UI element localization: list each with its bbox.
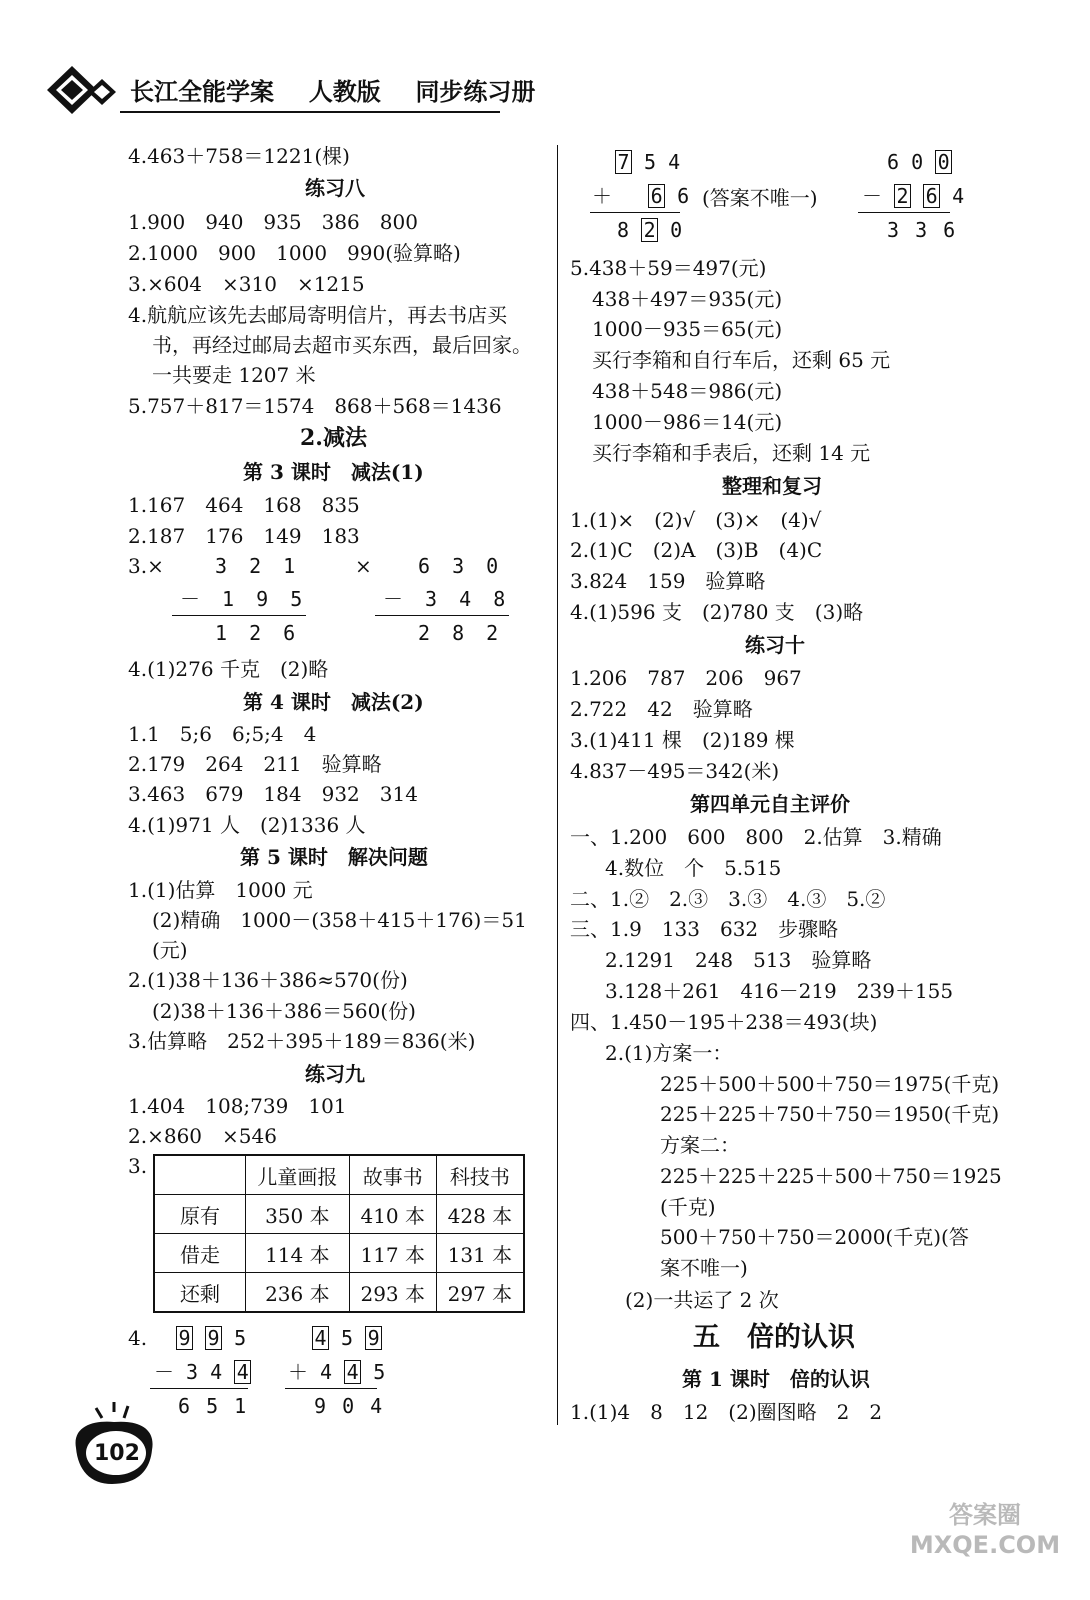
answer-line: 4.航航应该先去邮局寄明信片，再去书店买 xyxy=(128,303,508,327)
answer-line: 2.722 42 验算略 xyxy=(570,697,753,721)
answer-line: 3.463 679 184 932 314 xyxy=(128,782,418,806)
answer-line: (2)一共运了 2 次 xyxy=(625,1288,779,1312)
answer-line: 1.(1)4 8 12 (2)圈图略 2 2 xyxy=(570,1400,883,1424)
answer-line: 4.837－495＝342(米) xyxy=(570,759,780,783)
section-heading: 第四单元自主评价 xyxy=(690,792,850,816)
answer-line: 2.(1)38＋136＋386≈570(份) xyxy=(128,968,408,992)
answer-line: 一共要走 1207 米 xyxy=(152,363,316,387)
answer-line: 方案二： xyxy=(660,1133,740,1157)
watermark: 答案圈 MXQE.COM xyxy=(909,1501,1061,1559)
book-edition: 人教版 xyxy=(308,78,381,106)
answer-line: 438＋497＝935(元) xyxy=(592,287,783,311)
answer-line: 4.(1)276 千克 (2)略 xyxy=(128,657,329,681)
unit-heading: 五 倍的认识 xyxy=(693,1322,855,1353)
section-heading: 2.减法 xyxy=(300,425,367,451)
answer-line: (2)38＋136＋386＝560(份) xyxy=(152,999,416,1023)
answer-line: 3.估算略 252＋395＋189＝836(米) xyxy=(128,1029,476,1053)
answer-line: (元) xyxy=(152,938,188,962)
answer-line: 1.(1)× (2)√ (3)× (4)√ xyxy=(570,508,822,532)
answer-line: 3.824 159 验算略 xyxy=(570,569,766,593)
answer-line: 一、1.200 600 800 2.估算 3.精确 xyxy=(570,825,942,849)
lesson-heading: 第 3 课时 减法(1) xyxy=(243,460,424,484)
answer-line: 225＋225＋750＋750＝1950(千克) xyxy=(660,1102,1000,1126)
book-series: 同步练习册 xyxy=(415,78,536,106)
diamond-logo-icon xyxy=(42,62,120,118)
answer-line: 三、1.9 133 632 步骤略 xyxy=(570,917,839,941)
answer-line: 2.(1)C (2)A (3)B (4)C xyxy=(570,538,823,562)
lesson-heading: 第 1 课时 倍的认识 xyxy=(682,1367,870,1391)
answer-line: 225＋225＋225＋500＋750＝1925 xyxy=(660,1164,1002,1188)
answer-line: 500＋750＋750＝2000(千克)(答 xyxy=(660,1225,969,1249)
answer-line: 3.×604 ×310 ×1215 xyxy=(128,272,365,296)
answer-line: 2.1291 248 513 验算略 xyxy=(605,948,872,972)
lesson-heading: 第 5 课时 解决问题 xyxy=(240,845,428,869)
answer-line: 案不唯一) xyxy=(660,1256,748,1280)
book-title: 长江全能学案 xyxy=(130,78,274,106)
answer-line: 1000－986＝14(元) xyxy=(592,410,783,434)
answer-line: 225＋500＋500＋750＝1975(千克) xyxy=(660,1072,1000,1096)
header-rule xyxy=(120,111,500,113)
table-row: 儿童画报 故事书 科技书 xyxy=(154,1155,524,1195)
table-row: 借走 114 本 117 本 131 本 xyxy=(154,1234,524,1273)
answer-line: 书，再经过邮局去超市买东西，最后回家。 xyxy=(152,333,532,357)
section-heading: 练习十 xyxy=(745,633,805,657)
answer-line: 1.1 5;6 6;5;4 4 xyxy=(128,722,317,746)
answer-line: 1.(1)估算 1000 元 xyxy=(128,878,313,902)
answer-line: 四、1.450－195＋238＝493(块) xyxy=(570,1010,878,1034)
answer-line: 2.(1)方案一： xyxy=(605,1041,733,1065)
answer-line: 438＋548＝986(元) xyxy=(592,379,783,403)
answer-line: (千克) xyxy=(660,1195,716,1219)
section-heading: 练习九 xyxy=(305,1062,365,1086)
answer-line: 2.179 264 211 验算略 xyxy=(128,752,382,776)
answer-line: 2.1000 900 1000 990(验算略) xyxy=(128,241,461,265)
column-divider xyxy=(557,145,558,1425)
answer-line: 1.404 108;739 101 xyxy=(128,1094,347,1118)
answer-line: 5.438＋59＝497(元) xyxy=(570,256,767,280)
lesson-heading: 第 4 课时 减法(2) xyxy=(243,690,424,714)
section-heading: 整理和复习 xyxy=(722,474,822,498)
answer-line: 4.数位 个 5.515 xyxy=(605,856,782,880)
answer-line: 4.(1)971 人 (2)1336 人 xyxy=(128,813,366,837)
answer-line: 2.×860 ×546 xyxy=(128,1124,277,1148)
answer-line: 4.463＋758＝1221(棵) xyxy=(128,144,350,168)
answer-line: 4.(1)596 支 (2)780 支 (3)略 xyxy=(570,600,864,624)
table-row: 原有 350 本 410 本 428 本 xyxy=(154,1195,524,1234)
answer-line: 买行李箱和手表后，还剩 14 元 xyxy=(592,441,871,465)
answer-line: 1.206 787 206 967 xyxy=(570,666,802,690)
table-label: 3. xyxy=(128,1154,148,1178)
table-row: 还剩 236 本 293 本 297 本 xyxy=(154,1273,524,1313)
answer-line: 5.757＋817＝1574 868＋568＝1436 xyxy=(128,394,502,418)
answer-line: 3.128＋261 416－219 239＋155 xyxy=(605,979,954,1003)
answer-line: (2)精确 1000－(358＋415＋176)＝51 xyxy=(152,908,527,932)
answer-line: 3.(1)411 棵 (2)189 棵 xyxy=(570,728,795,752)
answer-line: 1.900 940 935 386 800 xyxy=(128,210,418,234)
section-heading: 练习八 xyxy=(305,176,365,200)
page-number: 102 xyxy=(94,1441,140,1466)
book-table xyxy=(153,1154,525,1313)
answer-line: 3.× xyxy=(128,554,164,578)
answer-line: 买行李箱和自行车后，还剩 65 元 xyxy=(592,348,891,372)
answer-line: 4. xyxy=(128,1326,148,1350)
answer-line: 1000－935＝65(元) xyxy=(592,317,783,341)
answer-line: 2.187 176 149 183 xyxy=(128,524,360,548)
answer-line: 二、1.② 2.③ 3.③ 4.③ 5.② xyxy=(570,887,886,911)
answer-note: (答案不唯一) xyxy=(702,186,818,210)
answer-line: × xyxy=(355,554,372,578)
answer-line: 1.167 464 168 835 xyxy=(128,493,360,517)
